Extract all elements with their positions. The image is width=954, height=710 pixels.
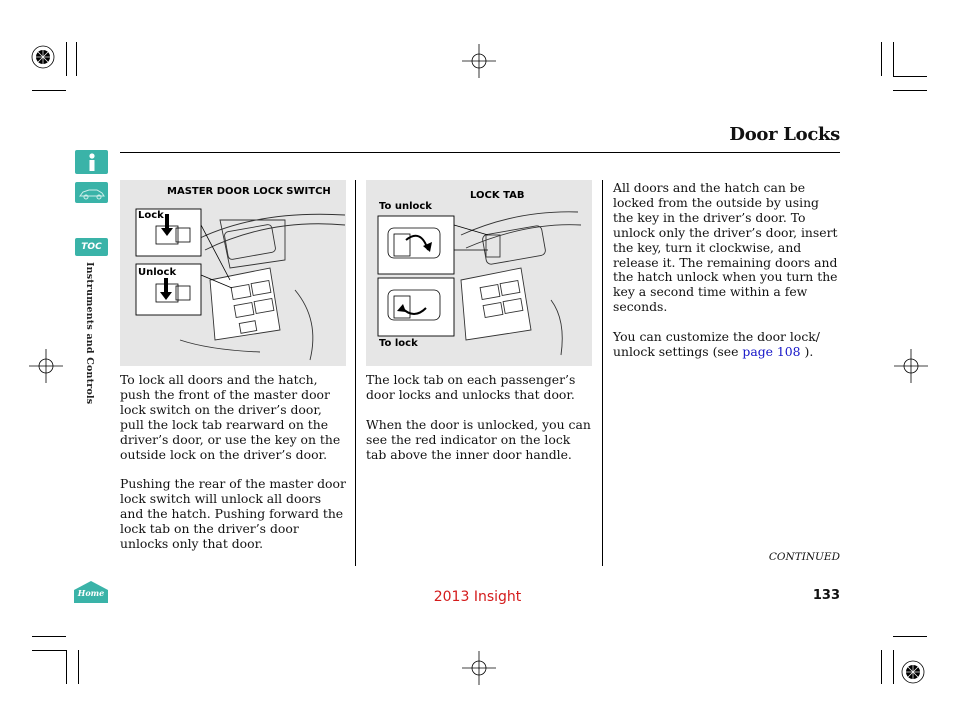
paragraph: When the door is unlocked, you can see the red indicator on the lock tab above the inner door handle. xyxy=(366,416,591,462)
lock-label: Lock xyxy=(138,210,164,221)
to-lock-label: To lock xyxy=(379,338,418,349)
column-3-text xyxy=(613,181,841,375)
figure1-title: MASTER DOOR LOCK SWITCH xyxy=(167,186,331,197)
column-divider-2 xyxy=(602,180,603,566)
paragraph: To lock all doors and the hatch, push the front of the master door lock switch on the driver’s door, pull the lock tab rearward on the driver’s door, or use the key on the outside lock on the driver’s door. xyxy=(120,372,341,462)
home-label: Home xyxy=(77,588,105,598)
model-name: 2013 Insight xyxy=(433,589,522,605)
column-divider-1 xyxy=(355,180,356,566)
paragraph: Pushing the rear of the master door lock switch will unlock all doors and the hatch. Pushing forward the lock tab on the driver’s door unlocks only that door. xyxy=(120,476,346,552)
column-1-text xyxy=(120,373,348,567)
continued-label: CONTINUED xyxy=(768,551,840,563)
figure2-title: LOCK TAB xyxy=(470,190,525,201)
text-segment: ). xyxy=(800,344,814,360)
info-icon xyxy=(85,152,99,172)
toc-label: TOC xyxy=(81,242,102,252)
to-unlock-label: To unlock xyxy=(379,201,432,212)
unlock-label: Unlock xyxy=(138,267,177,278)
car-icon xyxy=(78,186,106,200)
column-2-text xyxy=(366,373,592,478)
master-switch-figure xyxy=(120,180,346,366)
text-segment: You can customize the door lock/ unlock settings (see xyxy=(613,329,820,360)
lock-tab-figure xyxy=(366,180,592,366)
page-number: 133 xyxy=(812,588,840,603)
paragraph xyxy=(613,330,841,360)
paragraph: All doors and the hatch can be locked from the outside by using the key in the driver’s door. To unlock only the driver’s door, insert the key, turn it clockwise, and release it. The remaining doors and the hatch unlock when you turn the key a second time within a few seconds. xyxy=(613,180,838,315)
page-108-link[interactable]: page 108 xyxy=(742,344,801,360)
registration-target-bottom-right xyxy=(902,661,924,683)
registration-target-top-left xyxy=(32,46,54,68)
info-button[interactable] xyxy=(75,150,108,174)
page-title: Door Locks xyxy=(729,124,840,145)
toc-button[interactable] xyxy=(75,238,108,256)
title-rule xyxy=(120,152,840,153)
home-button[interactable] xyxy=(74,580,108,604)
car-button[interactable] xyxy=(75,182,108,203)
paragraph: The lock tab on each passenger’s door locks and unlocks that door. xyxy=(366,372,576,402)
section-label: Instruments and Controls xyxy=(84,262,95,405)
